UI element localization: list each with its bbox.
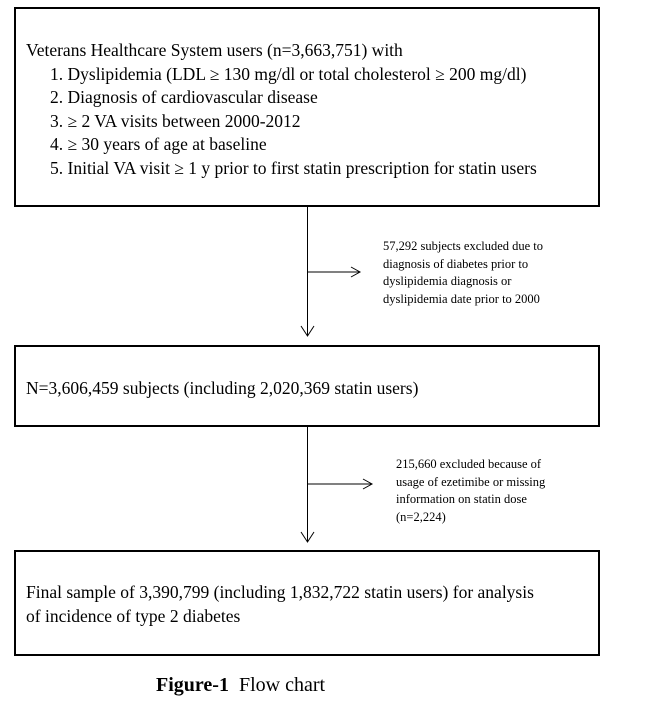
subjects-box bbox=[14, 345, 600, 427]
criterion-5: 5. Initial VA visit ≥ 1 y prior to first statin prescription for statin users bbox=[50, 157, 537, 178]
final-sample-line-1: Final sample of 3,390,799 (including 1,832,722 statin users) for analysis bbox=[26, 582, 534, 602]
figure-label: Figure-1 bbox=[156, 674, 229, 696]
criterion-3: 3. ≥ 2 VA visits between 2000-2012 bbox=[50, 110, 301, 131]
exclusion-note-1 bbox=[383, 238, 543, 308]
exclusion-1-line: dyslipidemia diagnosis or bbox=[383, 274, 512, 288]
exclusion-1-line: diagnosis of diabetes prior to bbox=[383, 256, 529, 271]
exclusion-note-2 bbox=[396, 456, 545, 526]
criterion-4: 4. ≥ 30 years of age at baseline bbox=[50, 134, 267, 154]
exclusion-1-line: dyslipidemia date prior to 2000 bbox=[383, 291, 540, 306]
cohort-title: Veterans Healthcare System users (n=3,663,751) with bbox=[26, 40, 403, 60]
subjects-count: N=3,606,459 subjects (including 2,020,369 statin users) bbox=[26, 378, 419, 398]
criterion-1: 1. Dyslipidemia (LDL ≥ 130 mg/dl or total cholesterol ≥ 200 mg/dl) bbox=[50, 63, 527, 84]
exclusion-2-line: usage of ezetimibe or missing bbox=[396, 474, 546, 489]
exclusion-2-line: 215,660 excluded because of bbox=[396, 457, 542, 471]
figure-caption bbox=[156, 674, 325, 697]
final-sample-box bbox=[14, 550, 600, 656]
exclusion-2-line: information on statin dose bbox=[396, 492, 527, 506]
criterion-2: 2. Diagnosis of cardiovascular disease bbox=[50, 87, 318, 107]
figure-title: Flow chart bbox=[238, 674, 326, 696]
final-sample-line-2: of incidence of type 2 diabetes bbox=[26, 605, 241, 626]
exclusion-2-line: (n=2,224) bbox=[396, 509, 446, 524]
exclusion-1-line: 57,292 subjects excluded due to bbox=[383, 239, 544, 253]
